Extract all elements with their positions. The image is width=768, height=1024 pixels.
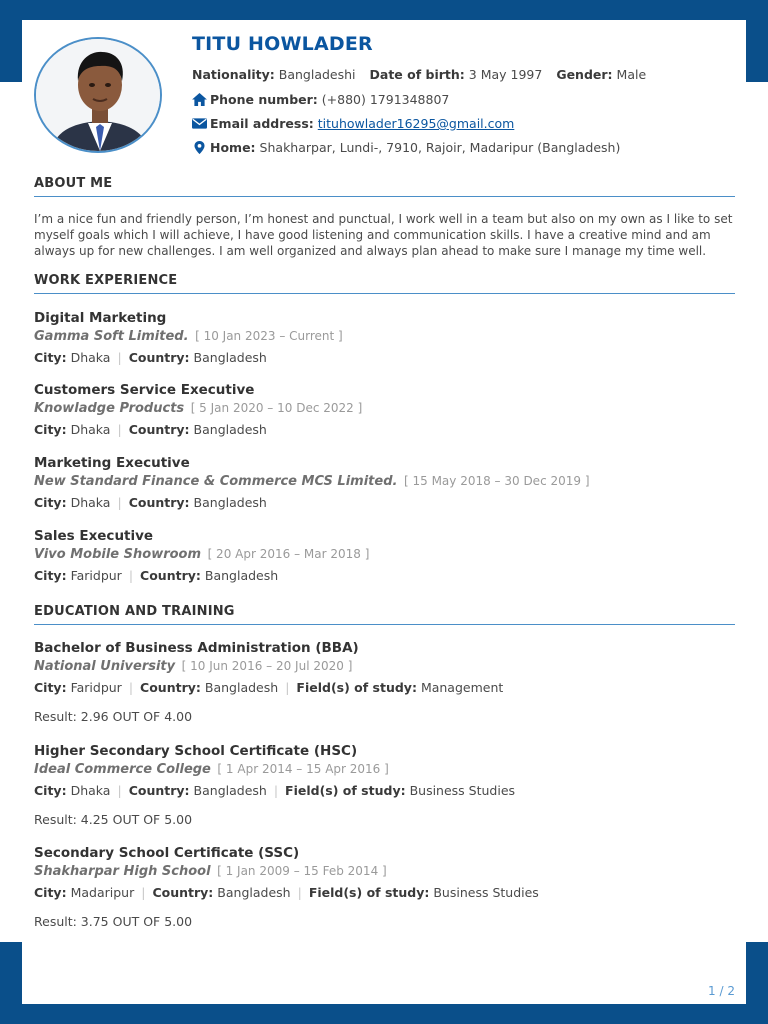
education-entry: Bachelor of Business Administration (BBA) National University [ 10 Jun 2016 – 20 Jul 2020 ] City: Faridpur | Country: Bangladesh | Field(s) of study: Management Result: 2.96 OUT OF 4.00 bbox=[34, 640, 735, 724]
profile-photo-illustration bbox=[36, 39, 162, 153]
education-field: Business Studies bbox=[409, 783, 516, 798]
education-result: Result: 2.96 OUT OF 4.00 bbox=[34, 709, 193, 724]
work-role: Marketing Executive bbox=[34, 455, 190, 471]
page-frame-top bbox=[0, 0, 768, 20]
home-value: Shakharpar, Lundi-, 7910, Rajoir, Madaripur (Bangladesh) bbox=[259, 140, 621, 155]
work-country: Bangladesh bbox=[193, 350, 267, 365]
phone-label: Phone number: bbox=[210, 92, 318, 107]
candidate-name: TITU HOWLADER bbox=[192, 33, 373, 55]
education-country: Bangladesh bbox=[217, 885, 291, 900]
work-dates: [ 15 May 2018 – 30 Dec 2019 ] bbox=[403, 474, 590, 488]
city-label: City: bbox=[34, 568, 67, 583]
page-frame-right-top bbox=[746, 0, 768, 82]
education-school: Shakharpar High School bbox=[34, 864, 211, 879]
work-city: Dhaka bbox=[70, 495, 111, 510]
work-company: Vivo Mobile Showroom bbox=[34, 547, 202, 562]
nationality-value: Bangladeshi bbox=[278, 67, 356, 82]
education-field: Business Studies bbox=[433, 885, 539, 900]
education-city: Faridpur bbox=[70, 680, 122, 695]
education-result: Result: 4.25 OUT OF 5.00 bbox=[34, 812, 193, 827]
gender-value: Male bbox=[616, 67, 647, 82]
work-role: Sales Executive bbox=[34, 528, 154, 544]
about-section-header bbox=[34, 176, 735, 197]
work-role: Digital Marketing bbox=[34, 310, 167, 326]
education-result: Result: 3.75 OUT OF 5.00 bbox=[34, 914, 193, 929]
work-city: Dhaka bbox=[70, 422, 111, 437]
dob-label: Date of birth: bbox=[369, 67, 465, 82]
work-title: WORK EXPERIENCE bbox=[34, 273, 735, 294]
map-pin-icon bbox=[192, 141, 207, 154]
about-text: I’m a nice fun and friendly person, I’m honest and punctual, I work well in a team but also on my own as I like to set myself goals which I will achieve, I have good listening and communication skills. I have a creative mind and am always up for new challenges. I am well organized and always plan ahead to make sure I manage my time well. bbox=[34, 212, 733, 258]
country-label: Country: bbox=[152, 885, 214, 900]
work-country: Bangladesh bbox=[193, 495, 267, 510]
city-label: City: bbox=[34, 680, 67, 695]
dob-value: 3 May 1997 bbox=[468, 67, 543, 82]
envelope-icon bbox=[192, 117, 207, 130]
education-dates: [ 1 Jan 2009 – 15 Feb 2014 ] bbox=[217, 864, 387, 878]
city-label: City: bbox=[34, 885, 67, 900]
country-label: Country: bbox=[140, 568, 201, 583]
education-degree: Higher Secondary School Certificate (HSC) bbox=[34, 743, 358, 759]
phone-value: (+880) 1791348807 bbox=[321, 92, 450, 107]
email-link[interactable]: tituhowlader16295@gmail.com bbox=[317, 116, 515, 131]
home-icon bbox=[192, 93, 207, 106]
work-city: Dhaka bbox=[70, 350, 111, 365]
phone-line bbox=[192, 92, 449, 107]
education-degree: Secondary School Certificate (SSC) bbox=[34, 845, 300, 861]
city-label: City: bbox=[34, 495, 67, 510]
about-title: ABOUT ME bbox=[34, 176, 735, 197]
field-label: Field(s) of study: bbox=[285, 783, 406, 798]
page-frame-left-top bbox=[0, 0, 22, 82]
city-label: City: bbox=[34, 422, 67, 437]
work-company: Gamma Soft Limited. bbox=[34, 329, 189, 344]
work-entry: Customers Service Executive Knowladge Products [ 5 Jan 2020 – 10 Dec 2022 ] City: Dhaka | Country: Bangladesh bbox=[34, 382, 735, 437]
work-company: Knowladge Products bbox=[34, 401, 185, 416]
home-address-line bbox=[192, 140, 620, 155]
field-label: Field(s) of study: bbox=[296, 680, 417, 695]
profile-photo bbox=[34, 37, 162, 153]
education-title: EDUCATION AND TRAINING bbox=[34, 604, 735, 625]
personal-details-line bbox=[192, 67, 646, 82]
education-dates: [ 1 Apr 2014 – 15 Apr 2016 ] bbox=[217, 762, 389, 776]
page-number: 1 / 2 bbox=[708, 984, 735, 998]
home-label: Home: bbox=[210, 140, 256, 155]
country-label: Country: bbox=[128, 495, 190, 510]
country-label: Country: bbox=[128, 783, 190, 798]
city-label: City: bbox=[34, 783, 67, 798]
work-country: Bangladesh bbox=[193, 422, 267, 437]
work-entry: Sales Executive Vivo Mobile Showroom [ 20 Apr 2016 – Mar 2018 ] City: Faridpur | Country: Bangladesh bbox=[34, 528, 735, 583]
education-country: Bangladesh bbox=[193, 783, 267, 798]
education-city: Dhaka bbox=[70, 783, 111, 798]
work-entry: Digital Marketing Gamma Soft Limited. [ 10 Jan 2023 – Current ] City: Dhaka | Country: Bangladesh bbox=[34, 310, 735, 365]
education-entry: Secondary School Certificate (SSC) Shakharpar High School [ 1 Jan 2009 – 15 Feb 2014 ] City: Madaripur | Country: Bangladesh | Field(s) of study: Business Studies Result: 3.75 OUT OF 5.00 bbox=[34, 845, 735, 929]
nationality-label: Nationality: bbox=[192, 67, 275, 82]
education-school: Ideal Commerce College bbox=[34, 762, 211, 777]
education-field: Management bbox=[420, 680, 504, 695]
country-label: Country: bbox=[140, 680, 201, 695]
field-label: Field(s) of study: bbox=[308, 885, 430, 900]
country-label: Country: bbox=[128, 422, 190, 437]
gender-label: Gender: bbox=[556, 67, 613, 82]
city-label: City: bbox=[34, 350, 67, 365]
work-dates: [ 5 Jan 2020 – 10 Dec 2022 ] bbox=[190, 401, 363, 415]
education-degree: Bachelor of Business Administration (BBA) bbox=[34, 640, 359, 656]
education-school: National University bbox=[34, 659, 176, 674]
education-country: Bangladesh bbox=[204, 680, 279, 695]
work-dates: [ 10 Jan 2023 – Current ] bbox=[195, 329, 343, 343]
education-section-header bbox=[34, 604, 735, 625]
email-label: Email address: bbox=[210, 116, 314, 131]
email-line bbox=[192, 116, 514, 131]
education-city: Madaripur bbox=[70, 885, 135, 900]
page-frame-right-bottom bbox=[746, 942, 768, 1024]
education-entry: Higher Secondary School Certificate (HSC) Ideal Commerce College [ 1 Apr 2014 – 15 Apr 2016 ] City: Dhaka | Country: Bangladesh | Field(s) of study: Business Studies Result: 4.25 OUT OF 5.00 bbox=[34, 743, 735, 827]
country-label: Country: bbox=[128, 350, 190, 365]
education-dates: [ 10 Jun 2016 – 20 Jul 2020 ] bbox=[181, 659, 353, 673]
work-country: Bangladesh bbox=[204, 568, 279, 583]
page-frame-left-bottom bbox=[0, 942, 22, 1024]
work-city: Faridpur bbox=[70, 568, 122, 583]
page-frame-bottom bbox=[0, 1004, 768, 1024]
work-company: New Standard Finance & Commerce MCS Limited. bbox=[34, 474, 398, 489]
work-entry: Marketing Executive New Standard Finance & Commerce MCS Limited. [ 15 May 2018 – 30 Dec 2019 ] City: Dhaka | Country: Bangladesh bbox=[34, 455, 735, 510]
work-dates: [ 20 Apr 2016 – Mar 2018 ] bbox=[207, 547, 370, 561]
work-role: Customers Service Executive bbox=[34, 382, 255, 398]
work-section-header bbox=[34, 273, 735, 294]
